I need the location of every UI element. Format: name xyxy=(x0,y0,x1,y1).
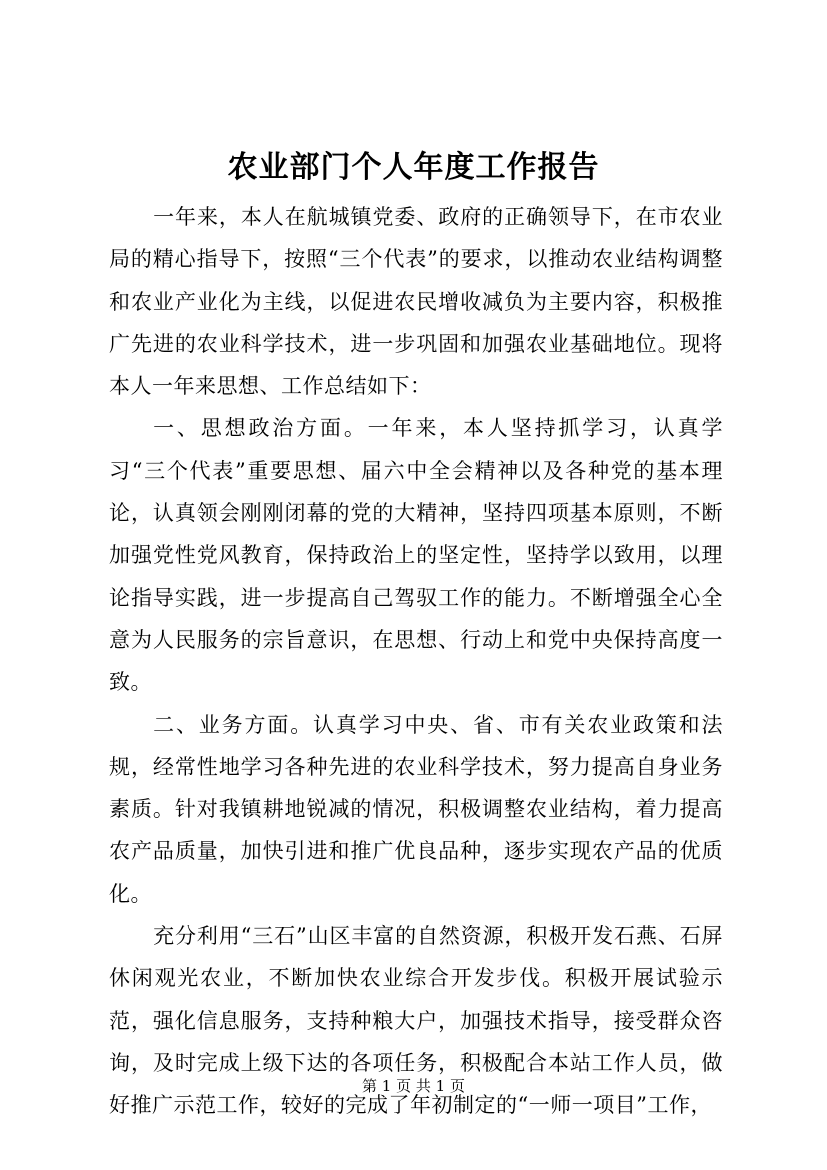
paragraph-resources: 充分利用“三石”山区丰富的自然资源，积极开发石燕、石屏休闲观光农业，不断加快农业综合开发步伐。积极开展试验示范，强化信息服务，支持种粮大户，加强技术指导，接受群众咨询，及时完成上级下达的各项任务，积极配合本站工作人员，做好推广示范工作，较好的完成了年初制定的“一师一项目”工作， xyxy=(109,924,723,1118)
document-body xyxy=(109,196,723,1127)
paragraph-political: 一、思想政治方面。一年来，本人坚持抓学习，认真学习“三个代表”重要思想、届六中全会精神以及各种党的基本理论，认真领会刚刚闭幕的党的大精神，坚持四项基本原则，不断加强党性党风教育，保持政治上的坚定性，坚持学以致用，以理论指导实践，进一步提高自己驾驭工作的能力。不断增强全心全意为人民服务的宗旨意识，在思想、行动上和党中央保持高度一致。 xyxy=(109,416,723,695)
paragraph-intro: 一年来，本人在航城镇党委、政府的正确领导下，在市农业局的精心指导下，按照“三个代表”的要求，以推动农业结构调整和农业产业化为主线，以促进农民增收减负为主要内容，积极推广先进的农业科学技术，进一步巩固和加强农业基础地位。现将本人一年来思想、工作总结如下： xyxy=(109,205,723,399)
page-number-footer: 第 1 页 共 1 页 xyxy=(362,1077,465,1095)
document-title: 农业部门个人年度工作报告 xyxy=(227,150,600,185)
paragraph-business: 二、业务方面。认真学习中央、省、市有关农业政策和法规，经常性地学习各种先进的农业科学技术，努力提高自身业务素质。针对我镇耕地锐减的情况，积极调整农业结构，着力提高农产品质量，加快引进和推广优良品种，逐步实现农产品的优质化。 xyxy=(109,712,723,906)
